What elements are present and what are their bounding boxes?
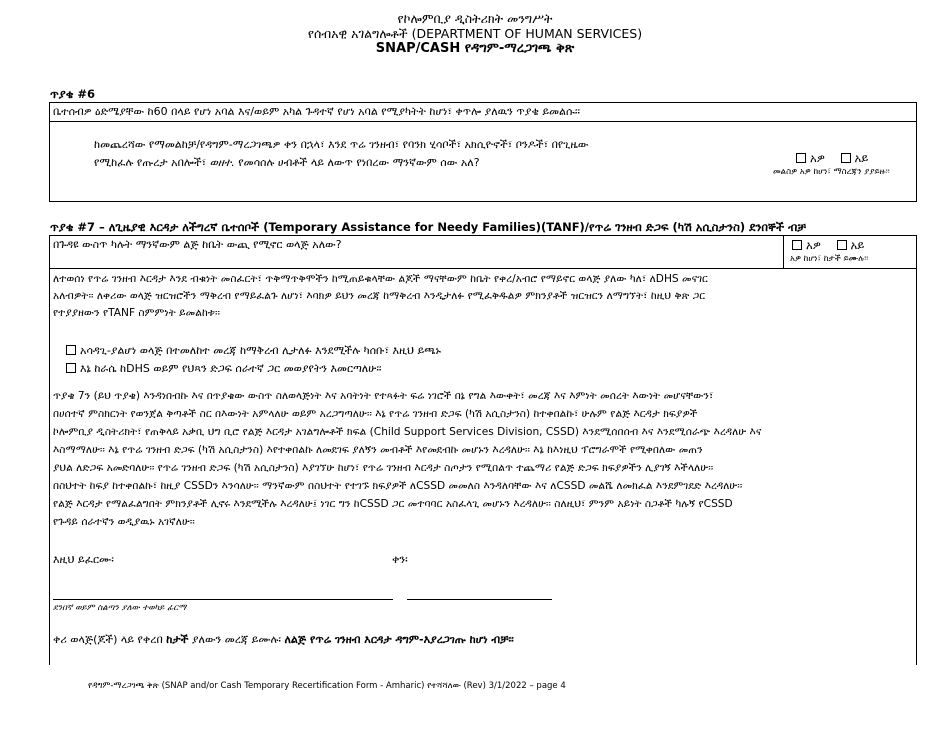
q6-intro: ቤተሰብዎ ዕድሜያቸው ከ60 በላይ የሆነ አባል እና/ወይም አካል ጉዳተኛ የሆነ አባል የሚያካትት ከሆነ፣ ቀጥሎ ያለዉን ጥያቄ ይመልሱ፡፡ — [53, 105, 581, 118]
q7-info-line3: የተያያዘውን የTANF ስምምነት ይመልከቱ፡፡ — [53, 307, 220, 319]
sign-here-label: እዚህ ይፈርሙ፡ — [53, 553, 114, 566]
page-footer: የዳግም-ማረጋገጫ ቅጽ (SNAP and/or Cash Temporary Recertification Form - Amharic) የተሻሻለው (Rev) 3/1/2022 – page 4 — [88, 681, 566, 691]
q7-discuss-checkbox[interactable] — [66, 363, 76, 373]
date-label: ቀን፡ — [392, 553, 408, 566]
q7-yes-no — [792, 237, 864, 254]
q7-statement-line3: ኮሎምቢያ ዲስትሪክት፣ የጠቅላይ አቃቢ ህግ ቢሮ የልጅ እርዳታ አገልግሎቶች ክፍል (Child Support Services Division, CSSD) እንደሚሰበሰብ እና እንደሚሰራጭ እረዳለሁ እና — [53, 426, 762, 438]
q7-no-option[interactable]: አይ — [837, 238, 865, 252]
q6-no-checkbox[interactable] — [841, 153, 851, 163]
q7-question-divider — [49, 268, 917, 269]
signature-line[interactable] — [53, 599, 393, 600]
q6-divider — [49, 121, 917, 122]
q6-title: ጥያቄ #6 — [50, 87, 96, 101]
q7-right-border — [916, 235, 917, 665]
q7-statement-line4: እስማማለሁ፡፡ እኔ የጥሬ ገንዘብ ድጋፍ (ካሽ አሲስታንስ) እየተቀበልኩ ለመደገፍ ያለኝን መብቶች እየመደብኩ መሆኑን እረዳለሁ፡፡ እኔ ከእነዚህ ፕሮግራሞች የሚቀበለው መጠን — [53, 444, 703, 456]
q7-yes-checkbox[interactable] — [792, 240, 802, 250]
header-agency: የኮሎምቢያ ዲስትሪክት መንግሥት — [397, 11, 553, 26]
q7-statement-line1: ጥያቄ 7ን (ይህ ጥያቄ) እንዳነበብኩ እና በጥያቄው ውስጥ ስለወላጅነት እና አባትነት የተጻፉት ፍሬ ነገሮች በኔ የግል እውቀት፣ መረጃ እና እምነት መሰረት እውነት መሆናቸውን፣ — [53, 390, 714, 402]
q7-statement-line5: ያህል ለድጋፍ አመድባለሁ፡፡ የጥሬ ገንዘብ ድጋፍ (ካሽ አሲስታንስ) እያገኘሁ ከሆነ፣ የጥሬ ገንዘብ እርዳታ ስጦታን የሚበልጥ ተጨማሪ የልጅ ድጋፍ ክፍያዎችን ሊያገኝ እችላለሁ፡፡ — [53, 462, 714, 474]
q6-question-line1: ከመጨረሻው የማመልከቻ/የዳግም-ማረጋገጫዎ ቀን በኋላ፣ እንደ ጥሬ ገንዘብ፣ የባንክ ሂሳቦች፣ አክሲዮኖች፣ ቦንዶች፣ በየጊዜው — [94, 138, 589, 151]
q6-no-option[interactable]: አይ — [841, 151, 869, 165]
q6-question-line2: የሚከፈሉ የጡረታ አበሎች፣ ወዘተ. የመሳሰሉ ሀብቶች ላይ ለውጥ የነበረው ማንኛውም ሰው አለ? — [94, 156, 480, 169]
q7-question: በጉዳዩ ውስጥ ካሉት ማንኛውም ልጅ ከቤት ውጪ የሚኖር ወላጅ አለው? — [53, 238, 342, 251]
q6-yes-no — [796, 150, 868, 167]
q6-yes-checkbox[interactable] — [796, 153, 806, 163]
form-title: SNAP/CASH የዳግም-ማረጋገጫ ቅጽ — [375, 41, 575, 56]
q7-waiver-checkbox[interactable] — [66, 345, 76, 355]
date-line[interactable] — [407, 599, 552, 600]
q7-answer-divider — [783, 235, 784, 268]
q7-no-checkbox[interactable] — [837, 240, 847, 250]
header-department: የሰብአዊ አገልግሎቶች (DEPARTMENT OF HUMAN SERVICES) — [307, 26, 643, 41]
absent-parent-instruction: ቀሪ ወላጅ(ጆች) ላይ የቀረበ ከታች ያለውን መረጃ ይሙሉ፡ ለልጅ የጥሬ ገንዘብ እርዳታ ዳግም-እያረጋገጡ ከሆነ ብቻ፡፡ — [53, 633, 514, 646]
q7-note: አዎ ከሆነ፣ ከታች ይሙሉ፡፡ — [790, 254, 869, 264]
signature-caption: ደንበኛ ወይም ስልጣን ያለው ተወካይ ፊርማ — [53, 603, 187, 613]
q7-statement-line2: በሀሰተኛ ምስክርነት የወንጀል ቅጣቶች ስር በእውነት አምላለሁ ወይም አረጋግጣለሁ፡፡ እኔ የጥሬ ገንዘብ ድጋፍ (ካሽ አሲስታንስ) ከተቀበልኩ፣ ሁሉም የልጅ እርዳታ ክፍያዎች — [53, 408, 698, 420]
q7-statement-line7: የልጅ እርዳታ የማልፈልግበት ምክንያቶች ሊኖሩ እንደሚችሉ እረዳለሁ፤ ነገር ግን ከCSSD ጋር መተባባር አስፈላጊ መሆኑን እረዳለሁ፡፡ ስለዚህ፣ ምንም አይነት ስጋቶች ካሉኝ የCSSD — [53, 498, 733, 510]
q7-info-line2: አለብዎት፡፡ ለቀሪው ወላጅ ዝርዝሮችን ማቅረብ የማይፈልጉ ለሆነ፣ እባክዎ ይህን መረጃ ከማቅረብ እንዲታለፉ የሚፈቅዱልዎ ምክንያቶች ዝርዝርን ለማግኘት፣ ከዚህ ቅጽ ጋር — [53, 290, 706, 302]
q6-note: መልስዎ አዎ ከሆነ፣ ማስረጃን ያያይዙ፡፡ — [773, 167, 890, 177]
q7-info-line1: ለተወሰነ የጥሬ ገንዘብ እርዳታ እንደ ብቁነት መስፈርት፣ ጥቅማጥቅሞችን ከሚጠይቁላቸው ልጆች ማናቸውም ከቤት የቀረ/አብሮ የማይኖር ወላጅ ያለው ካለ፣ ለDHS መናገር — [53, 273, 708, 285]
q7-top-border — [49, 235, 917, 236]
q7-title: ጥያቄ #7 – ለጊዜያዊ እርዳታ ለችግረኛ ቤተሰቦች (Temporary Assistance for Needy Families)(TANF)/የጥሬ ገንዘብ ድጋፍ (ካሽ አሲስታንስ) ደንበኞች ብቻ — [50, 220, 806, 234]
q7-left-border — [49, 235, 50, 665]
q7-yes-option[interactable]: አዎ — [792, 238, 821, 252]
q7-waiver-option[interactable]: አሳዳጊ-ያልሆነ ወላጅ በተመለከተ መረጃ ከማቅረብ ሊታለፉ እንደሚችሉ ካሰቡ፣ እዚህ ይጫኑ — [66, 343, 441, 359]
q7-discuss-option[interactable]: እኔ ከራሴ ከDHS ወይም የህጻን ድጋፍ ሰራተኛ ጋር መወያየትን እመርጣለሁ፡፡ — [66, 361, 382, 377]
q7-statement-line8: የጉዳይ ሰራተኛን ወዲያዉኑ አገኛለሁ፡፡ — [53, 516, 195, 528]
q6-yes-option[interactable]: አዎ — [796, 151, 825, 165]
q7-statement-line6: በስህተት ከፍያ ከተቀበልኩ፣ ከዚያ CSSDን እንሳለሁ፡፡ ማንኛውም በስህተት የተገኙ ክፍያዎች ለCSSD መመለስ እንዳለባቸው እና ለCSSD መልሼ ለመክፈል እንደምገደድ እረዳለሁ፡፡ — [53, 480, 743, 492]
